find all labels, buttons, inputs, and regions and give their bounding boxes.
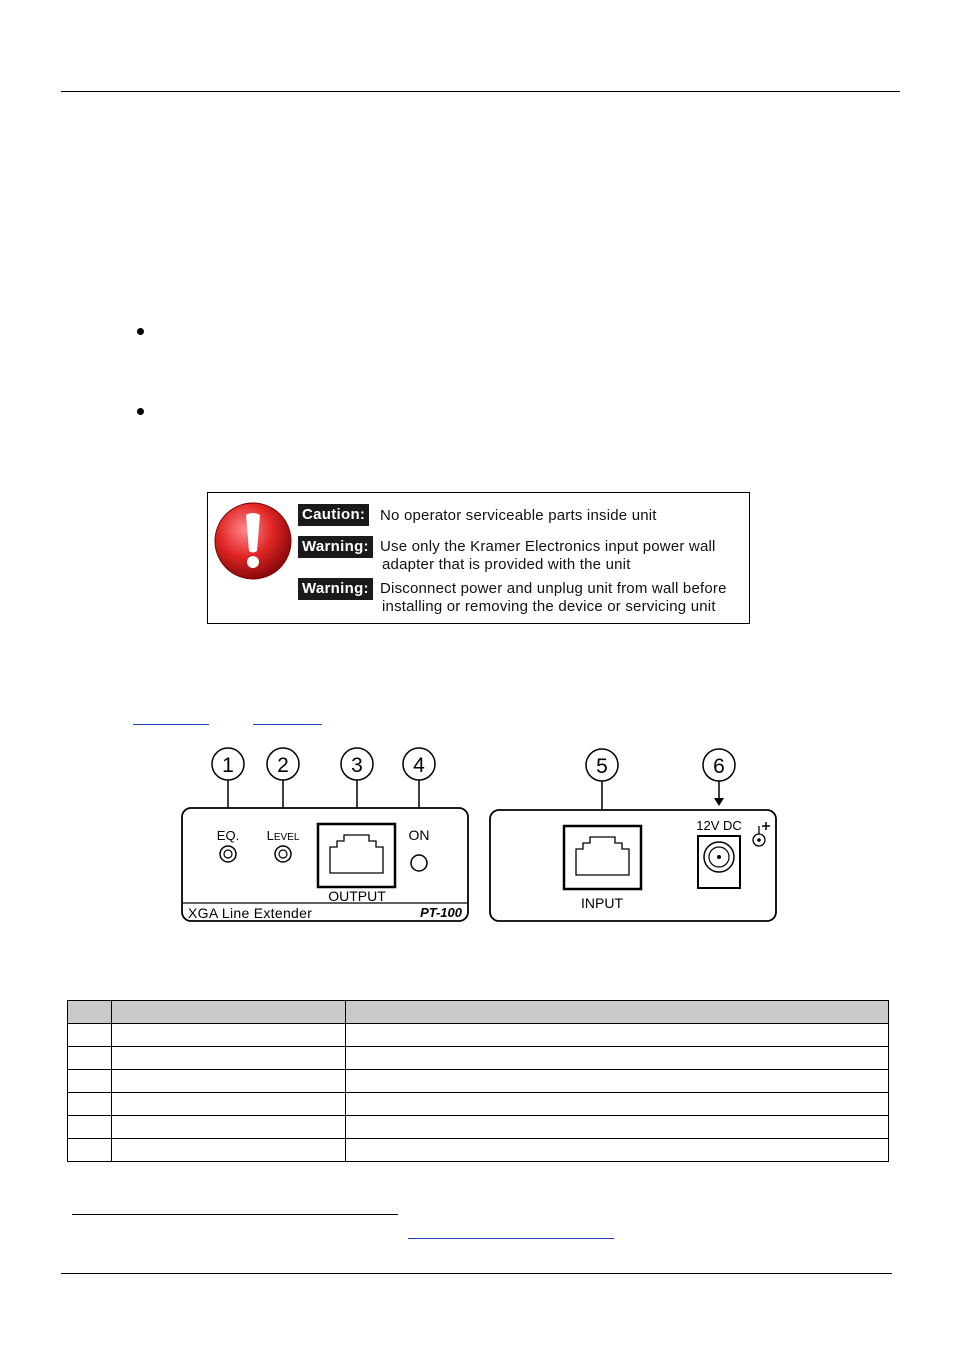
table-header-cell xyxy=(68,1001,112,1024)
device-panels-figure xyxy=(176,744,782,926)
table-cell xyxy=(68,1047,112,1070)
table-link-1[interactable] xyxy=(253,724,322,725)
table-cell xyxy=(68,1093,112,1116)
table-cell xyxy=(112,1024,346,1047)
table-cell xyxy=(112,1070,346,1093)
svg-text:1: 1 xyxy=(222,754,234,777)
output-rj45-port[interactable] xyxy=(318,824,395,887)
table-row xyxy=(68,1139,889,1162)
level-label: LEVEL xyxy=(266,828,300,843)
bullet-1 xyxy=(137,328,144,335)
power-label: 12V DC xyxy=(696,818,742,833)
svg-text:4: 4 xyxy=(413,754,425,777)
footnote-rule xyxy=(72,1214,398,1215)
level-knob[interactable] xyxy=(275,846,291,862)
table-header-cell xyxy=(346,1001,889,1024)
table-cell xyxy=(346,1139,889,1162)
table-cell xyxy=(68,1070,112,1093)
warning-message-2-line-2: installing or removing the device or servicing unit xyxy=(382,598,716,615)
caution-tag: Caution: xyxy=(298,504,369,526)
eq-knob[interactable] xyxy=(220,846,236,862)
warning-message-1-line-2: adapter that is provided with the unit xyxy=(382,556,631,573)
on-led xyxy=(411,855,427,871)
warning-message-2-line-1: Disconnect power and unplug unit from wall before xyxy=(380,580,727,597)
table-cell xyxy=(346,1070,889,1093)
warning-tag-2: Warning: xyxy=(298,578,373,600)
table-cell xyxy=(112,1116,346,1139)
table-cell xyxy=(112,1047,346,1070)
header-rule xyxy=(61,91,900,92)
warning-message-1-line-1: Use only the Kramer Electronics input power wall xyxy=(380,538,716,555)
rear-panel xyxy=(490,810,776,921)
svg-text:5: 5 xyxy=(596,755,608,778)
table-row xyxy=(68,1047,889,1070)
output-label: OUTPUT xyxy=(328,888,386,904)
table-cell xyxy=(346,1024,889,1047)
table-cell xyxy=(112,1093,346,1116)
bullet-2 xyxy=(137,408,144,415)
svg-text:3: 3 xyxy=(351,754,363,777)
features-table xyxy=(67,1000,889,1162)
caution-message: No operator serviceable parts inside unit xyxy=(380,507,657,524)
table-cell xyxy=(68,1116,112,1139)
table-row xyxy=(68,1116,889,1139)
warning-tag-1: Warning: xyxy=(298,536,373,558)
model-name: PT-100 xyxy=(420,905,462,920)
product-name: XGA Line Extender xyxy=(188,905,313,921)
svg-text:6: 6 xyxy=(713,755,725,778)
table-cell xyxy=(68,1139,112,1162)
footnote-link[interactable] xyxy=(408,1238,614,1239)
svg-text:2: 2 xyxy=(277,754,289,777)
front-panel xyxy=(182,808,468,921)
table-cell xyxy=(346,1093,889,1116)
table-row xyxy=(68,1024,889,1047)
table-cell xyxy=(346,1116,889,1139)
footer-rule xyxy=(61,1273,892,1274)
table-row xyxy=(68,1070,889,1093)
table-cell xyxy=(68,1024,112,1047)
table-row xyxy=(68,1093,889,1116)
callout-6 xyxy=(703,749,735,806)
input-rj45-port[interactable] xyxy=(564,826,641,889)
table-cell xyxy=(112,1139,346,1162)
input-label: INPUT xyxy=(581,895,623,911)
exclamation-icon xyxy=(213,501,293,581)
table-cell xyxy=(346,1047,889,1070)
table-header-row xyxy=(68,1001,889,1024)
figure-link-1[interactable] xyxy=(133,724,209,725)
eq-label: EQ. xyxy=(216,828,240,843)
on-label: ON xyxy=(408,827,430,843)
dc-power-jack[interactable] xyxy=(698,836,740,888)
table-header-cell xyxy=(112,1001,346,1024)
caution-box xyxy=(207,492,750,624)
